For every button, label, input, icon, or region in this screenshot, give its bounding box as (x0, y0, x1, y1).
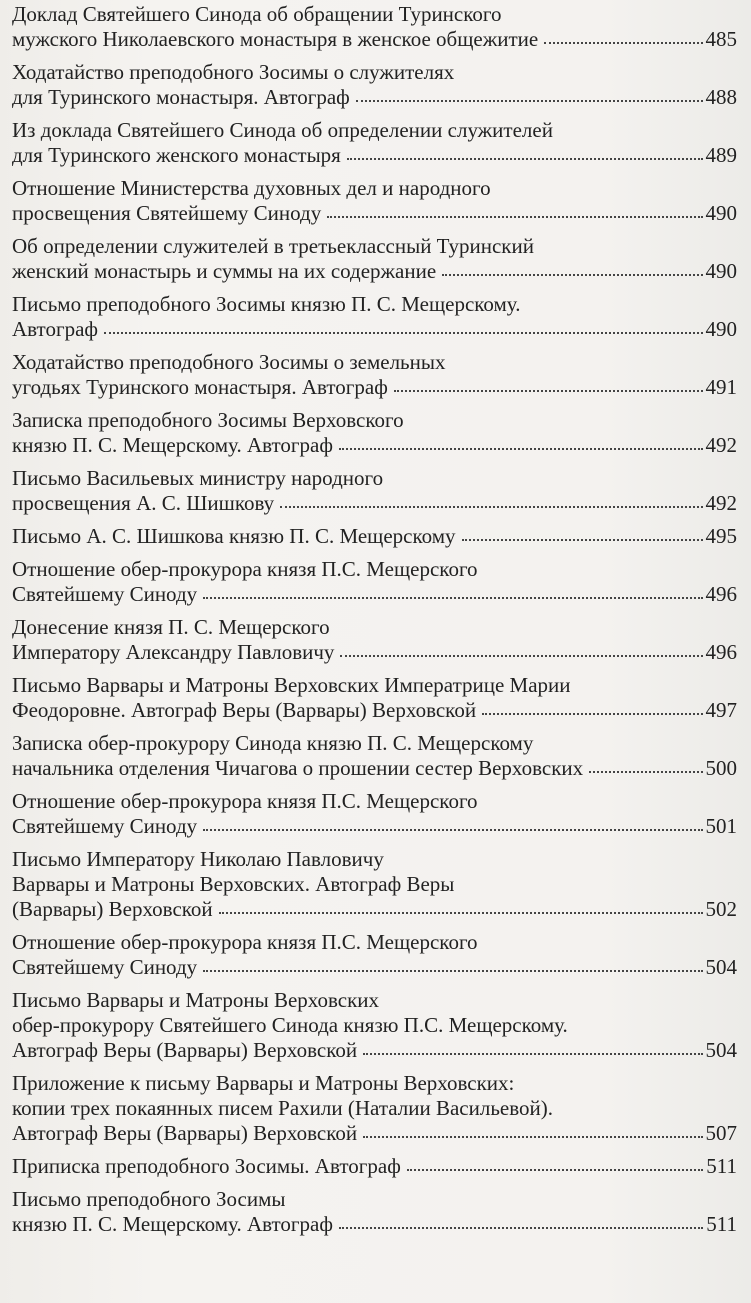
toc-entry-title-line: Приписка преподобного Зосимы. Автограф (12, 1154, 401, 1178)
entry-spacer (12, 839, 737, 847)
page-number: 488 (705, 85, 737, 109)
toc-entry-title-line: угодьях Туринского монастыря. Автограф (12, 375, 388, 399)
dot-leader (347, 158, 703, 160)
toc-entry (12, 673, 737, 723)
toc-entry-title-line: мужского Николаевского монастыря в женское общежитие (12, 27, 539, 51)
dot-leader (544, 42, 702, 44)
toc-entry-title-line: Ходатайство преподобного Зосимы о служителях (12, 60, 455, 84)
page-number: 497 (705, 698, 737, 722)
toc-entry (12, 1154, 737, 1179)
dot-leader (280, 506, 702, 508)
toc-entry (12, 988, 737, 1063)
toc-entry-last-line (12, 143, 737, 168)
dot-leader (219, 912, 703, 914)
dot-leader (339, 448, 703, 450)
entry-spacer (12, 665, 737, 673)
toc-entry-title-line: Об определении служителей в третьеклассный Туринский (12, 234, 534, 258)
dot-leader (589, 771, 702, 773)
page-number: 489 (705, 143, 737, 167)
entry-spacer (12, 284, 737, 292)
entry-spacer (12, 607, 737, 615)
dot-leader (482, 713, 702, 715)
page-number: 492 (705, 491, 737, 515)
entry-spacer (12, 922, 737, 930)
page-number: 490 (705, 259, 737, 283)
toc-entry (12, 234, 737, 284)
dot-leader (363, 1136, 702, 1138)
page-number: 501 (705, 814, 737, 838)
dot-leader (339, 1227, 703, 1229)
toc-entry-title-line: Письмо Варвары и Матроны Верховских Императрице Марии (12, 673, 571, 697)
page-number: 485 (705, 27, 737, 51)
toc-entry-title-line: копии трех покаянных писем Рахили (Наталии Васильевой). (12, 1096, 553, 1120)
toc-entry-title-line: Автограф Веры (Варвары) Верховской (12, 1121, 358, 1145)
toc-entry (12, 789, 737, 839)
toc-entry-last-line (12, 698, 737, 723)
toc-entry-title-line: Автограф (12, 317, 98, 341)
toc-entry-title-line: Доклад Святейшего Синода об обращении Туринского (12, 2, 502, 26)
toc-entry-last-line (12, 582, 737, 607)
toc-entry-last-line (12, 201, 737, 226)
toc-entry-title-line: обер-прокурору Святейшего Синода князю П.С. Мещерскому. (12, 1013, 568, 1037)
toc-entry-title-line: начальника отделения Чичагова о прошении сестер Верховских (12, 756, 584, 780)
toc-entry (12, 350, 737, 400)
dot-leader (363, 1053, 702, 1055)
entry-spacer (12, 781, 737, 789)
toc-entry (12, 731, 737, 781)
toc-entry-title-line: Отношение обер-прокурора князя П.С. Мещерского (12, 789, 478, 813)
toc-entry (12, 466, 737, 516)
toc-entry (12, 1187, 737, 1237)
dot-leader (407, 1169, 703, 1171)
toc-entry-title-line: Отношение обер-прокурора князя П.С. Мещерского (12, 930, 478, 954)
dot-leader (442, 274, 702, 276)
dot-leader (104, 332, 703, 334)
toc-entry (12, 2, 737, 52)
page-number: 492 (705, 433, 737, 457)
page-number: 490 (705, 201, 737, 225)
toc-entry-title-line: Письмо Варвары и Матроны Верховских (12, 988, 380, 1012)
entry-spacer (12, 52, 737, 60)
toc-entry-last-line (12, 375, 737, 400)
dot-leader (462, 539, 703, 541)
entry-spacer (12, 1146, 737, 1154)
toc-entry-title-line: князю П. С. Мещерскому. Автограф (12, 433, 333, 457)
entry-spacer (12, 516, 737, 524)
toc-entry-last-line (12, 756, 737, 781)
dot-leader (203, 970, 702, 972)
entry-spacer (12, 342, 737, 350)
toc-entry-title-line: просвещения Святейшему Синоду (12, 201, 322, 225)
entry-spacer (12, 110, 737, 118)
page-number: 491 (705, 375, 737, 399)
toc-entry-title-line: Из доклада Святейшего Синода об определении служителей (12, 118, 553, 142)
toc-entry-title-line: Письмо Васильевых министру народного (12, 466, 384, 490)
toc-entry-title-line: Приложение к письму Варвары и Матроны Верховских: (12, 1071, 515, 1095)
toc-entry-last-line (12, 1121, 737, 1146)
page-number: 504 (705, 955, 737, 979)
toc-entry-last-line (12, 259, 737, 284)
toc-entry (12, 118, 737, 168)
toc-entry-last-line (12, 491, 737, 516)
toc-entry-title-line: князю П. С. Мещерскому. Автограф (12, 1212, 333, 1236)
toc-entry-last-line (12, 955, 737, 980)
table-of-contents (12, 2, 737, 1237)
toc-entry (12, 615, 737, 665)
dot-leader (203, 829, 702, 831)
toc-entry-title-line: Святейшему Синоду (12, 814, 198, 838)
entry-spacer (12, 1179, 737, 1187)
entry-spacer (12, 549, 737, 557)
toc-entry (12, 524, 737, 549)
toc-entry-title-line: Императору Александру Павловичу (12, 640, 335, 664)
toc-entry-title-line: просвещения А. С. Шишкову (12, 491, 275, 515)
entry-spacer (12, 168, 737, 176)
toc-entry (12, 408, 737, 458)
toc-entry-title-line: Письмо преподобного Зосимы (12, 1187, 286, 1211)
toc-entry-title-line: Отношение Министерства духовных дел и народного (12, 176, 491, 200)
toc-entry-last-line (12, 85, 737, 110)
toc-entry-title-line: Отношение обер-прокурора князя П.С. Мещерского (12, 557, 478, 581)
page-number: 502 (705, 897, 737, 921)
toc-entry-title-line: Автограф Веры (Варвары) Верховской (12, 1038, 358, 1062)
toc-entry-last-line (12, 317, 737, 342)
dot-leader (340, 655, 702, 657)
toc-entry-last-line (12, 814, 737, 839)
toc-entry-last-line (12, 1212, 737, 1237)
toc-entry-title-line: Письмо А. С. Шишкова князю П. С. Мещерскому (12, 524, 456, 548)
page-number: 496 (705, 640, 737, 664)
dot-leader (356, 100, 703, 102)
toc-entry (12, 930, 737, 980)
toc-entry-title-line: Письмо Императору Николаю Павловичу (12, 847, 384, 871)
dot-leader (394, 390, 703, 392)
entry-spacer (12, 1063, 737, 1071)
toc-entry-last-line (12, 897, 737, 922)
toc-entry (12, 1071, 737, 1146)
toc-entry-last-line (12, 27, 737, 52)
toc-entry-last-line (12, 524, 737, 549)
entry-spacer (12, 723, 737, 731)
entry-spacer (12, 980, 737, 988)
toc-entry (12, 847, 737, 922)
toc-entry-title-line: Письмо преподобного Зосимы князю П. С. Мещерскому. (12, 292, 521, 316)
toc-entry (12, 292, 737, 342)
dot-leader (327, 216, 702, 218)
toc-entry-title-line: Феодоровне. Автограф Веры (Варвары) Верховской (12, 698, 477, 722)
page-number: 500 (705, 756, 737, 780)
entry-spacer (12, 400, 737, 408)
entry-spacer (12, 226, 737, 234)
toc-entry-title-line: Варвары и Матроны Верховских. Автограф Веры (12, 872, 455, 896)
toc-entry-title-line: Донесение князя П. С. Мещерского (12, 615, 330, 639)
dot-leader (203, 597, 702, 599)
toc-entry-last-line (12, 1154, 737, 1179)
toc-entry-title-line: Записка обер-прокурору Синода князю П. С. Мещерскому (12, 731, 534, 755)
toc-entry (12, 557, 737, 607)
toc-entry-title-line: Святейшему Синоду (12, 955, 198, 979)
page-number: 511 (706, 1154, 737, 1178)
toc-entry-title-line: Святейшему Синоду (12, 582, 198, 606)
toc-entry-title-line: женский монастырь и суммы на их содержание (12, 259, 437, 283)
page-number: 504 (705, 1038, 737, 1062)
toc-entry-title-line: (Варвары) Верховской (12, 897, 213, 921)
entry-spacer (12, 458, 737, 466)
toc-entry (12, 60, 737, 110)
page-number: 495 (705, 524, 737, 548)
page-number: 511 (706, 1212, 737, 1236)
toc-entry-title-line: Записка преподобного Зосимы Верховского (12, 408, 404, 432)
page-number: 507 (705, 1121, 737, 1145)
toc-entry (12, 176, 737, 226)
toc-entry-title-line: Ходатайство преподобного Зосимы о земельных (12, 350, 446, 374)
page-number: 490 (705, 317, 737, 341)
toc-entry-last-line (12, 640, 737, 665)
toc-entry-title-line: для Туринского монастыря. Автограф (12, 85, 350, 109)
toc-entry-last-line (12, 1038, 737, 1063)
toc-entry-last-line (12, 433, 737, 458)
toc-entry-title-line: для Туринского женского монастыря (12, 143, 341, 167)
page-number: 496 (705, 582, 737, 606)
